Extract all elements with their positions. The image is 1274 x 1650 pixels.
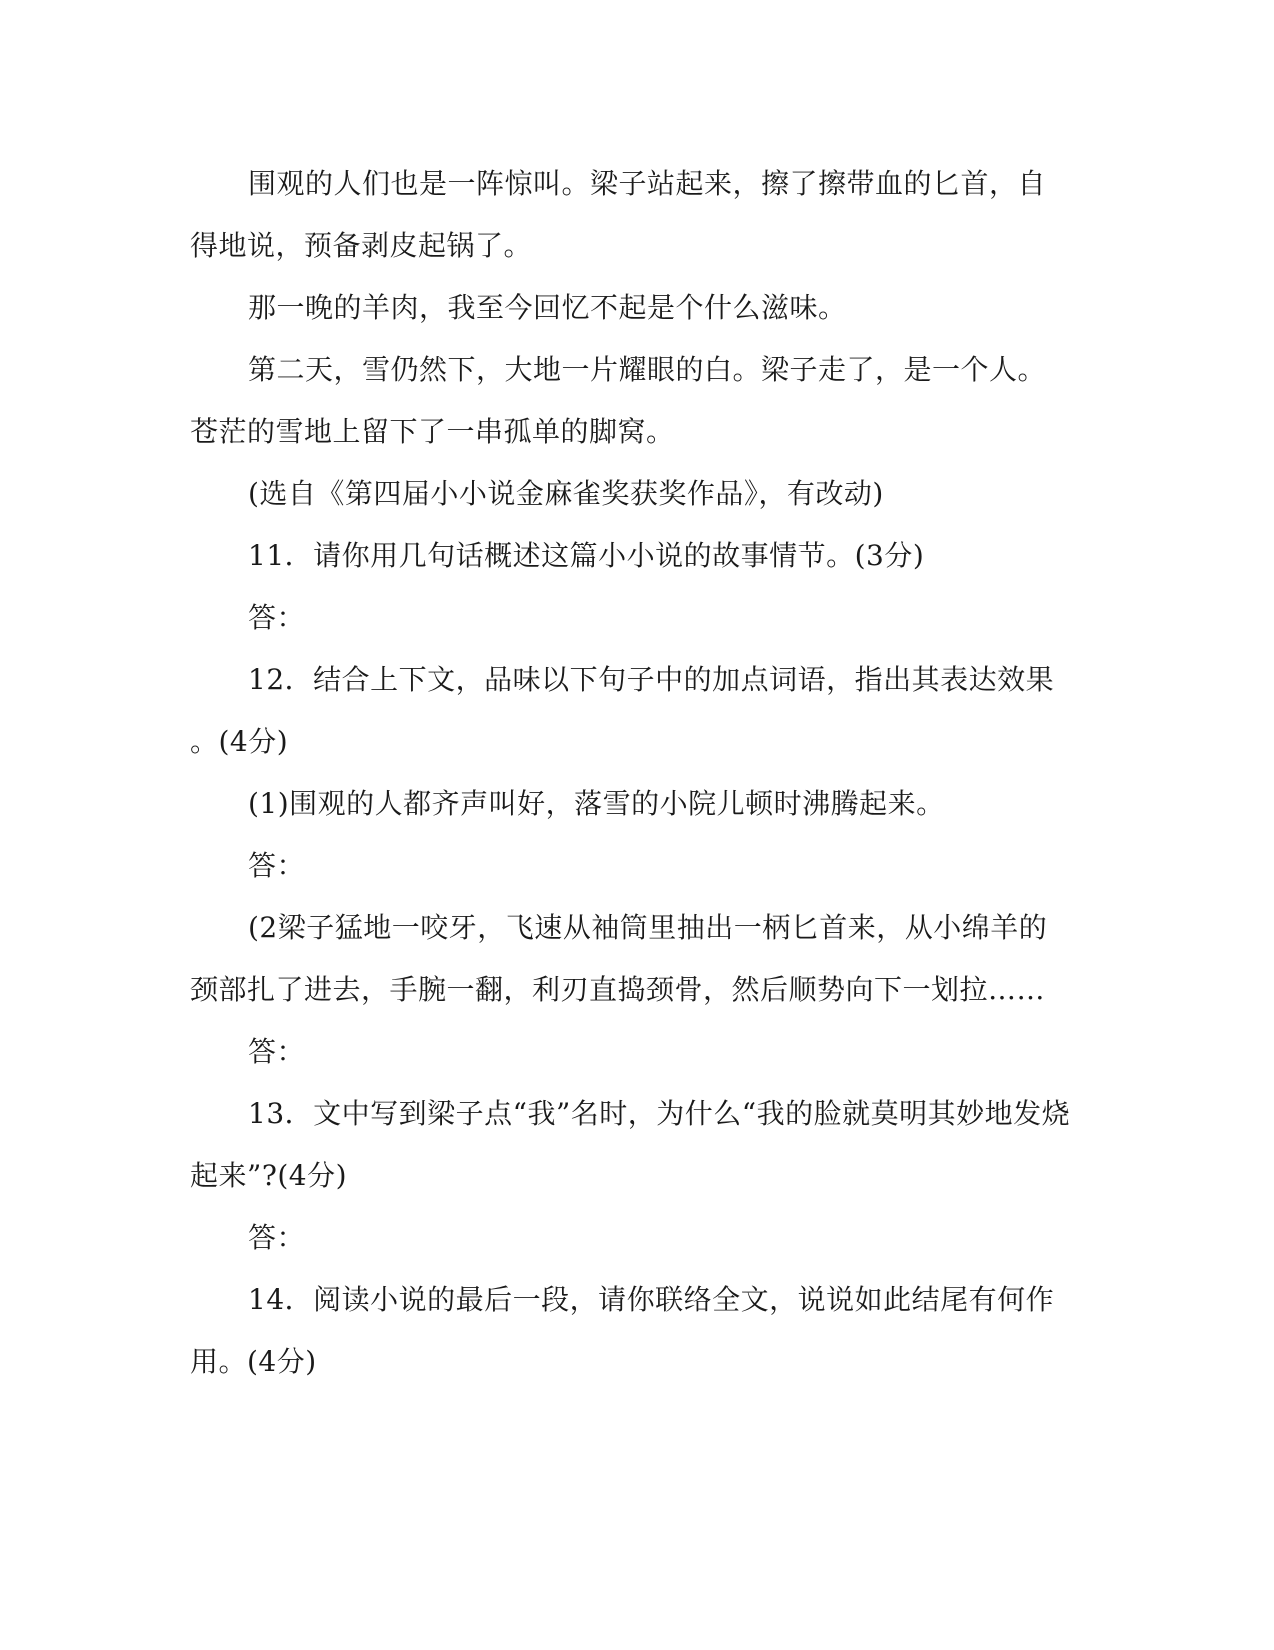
question-11: 11．请你用几句话概述这篇小小说的故事情节。(3分) [248,539,925,572]
question-13-cont: 起来”?(4分) [190,1159,347,1192]
paragraph-line-3: 那一晚的羊肉，我至今回忆不起是个什么滋味。 [248,291,847,324]
answer-label-13: 答： [248,1221,306,1254]
question-14-cont: 用。(4分) [190,1345,317,1378]
question-12-item-2-cont: 颈部扎了进去，手腕一翻，利刃直捣颈骨，然后顺势向下一划拉…… [190,973,1046,1006]
paragraph-line-5: 苍茫的雪地上留下了一串孤单的脚窝。 [190,415,675,448]
question-12-item-1: (1)围观的人都齐声叫好，落雪的小院儿顿时沸腾起来。 [248,787,945,820]
answer-label-12-2: 答： [248,1035,306,1068]
answer-label-11: 答： [248,601,306,634]
answer-label-12-1: 答： [248,849,306,882]
paragraph-line-4: 第二天，雪仍然下，大地一片耀眼的白。梁子走了，是一个人。 [248,353,1047,386]
question-12: 12．结合上下文，品味以下句子中的加点词语，指出其表达效果 [248,663,1055,696]
question-14: 14．阅读小说的最后一段，请你联络全文，说说如此结尾有何作 [248,1283,1055,1316]
source-note: (选自《第四届小小说金麻雀奖获奖作品》，有改动) [248,477,884,510]
paragraph-line-2: 得地说，预备剥皮起锅了。 [190,229,533,262]
question-12-item-2: (2梁子猛地一咬牙，飞速从袖筒里抽出一柄匕首来，从小绵羊的 [248,911,1048,944]
question-13: 13．文中写到梁子点“我”名时，为什么“我的脸就莫明其妙地发烧 [248,1097,1071,1130]
question-12-cont: 。(4分) [190,725,289,758]
paragraph-line-1: 围观的人们也是一阵惊叫。梁子站起来，擦了擦带血的匕首，自 [248,167,1047,200]
